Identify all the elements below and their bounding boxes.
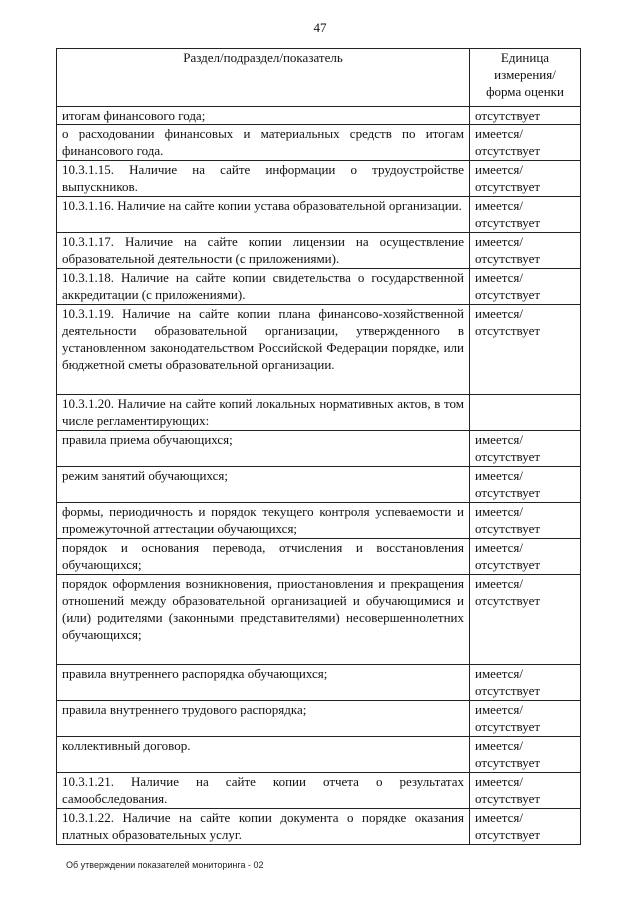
unit-cell: имеется/ отсутствует: [470, 197, 581, 233]
unit-cell: имеется/ отсутствует: [470, 701, 581, 737]
table-row: [57, 737, 581, 773]
unit-cell: отсутствует: [470, 107, 581, 125]
indicator-cell: правила внутреннего трудового распорядка;: [57, 701, 470, 737]
indicators-table: [56, 48, 581, 845]
table-row: [57, 125, 581, 161]
unit-cell: имеется/ отсутствует: [470, 431, 581, 467]
unit-cell: имеется/ отсутствует: [470, 467, 581, 503]
indicator-cell: коллективный договор.: [57, 737, 470, 773]
header-unit: Единица измерения/ форма оценки: [470, 49, 581, 107]
unit-cell: имеется/ отсутствует: [470, 233, 581, 269]
table-row: [57, 809, 581, 845]
table-row: [57, 575, 581, 665]
table-row: [57, 431, 581, 467]
table-row: [57, 197, 581, 233]
table-row: [57, 467, 581, 503]
table-row: [57, 701, 581, 737]
unit-cell: имеется/ отсутствует: [470, 305, 581, 395]
page-number: 47: [313, 20, 327, 35]
unit-cell: имеется/ отсутствует: [470, 161, 581, 197]
table-row: [57, 665, 581, 701]
indicator-cell: порядок оформления возникновения, приостановления и прекращения отношений между образовательной организацией и обучающимися и (или) родителями (законными представителями) несовершеннолетних обучающихся;: [57, 575, 470, 665]
table-row: [57, 269, 581, 305]
unit-cell: имеется/ отсутствует: [470, 125, 581, 161]
table-row: [57, 305, 581, 395]
unit-cell: имеется/ отсутствует: [470, 269, 581, 305]
indicator-cell: правила приема обучающихся;: [57, 431, 470, 467]
footer-text: Об утверждении показателей мониторинга - 02: [66, 860, 264, 870]
header-section: Раздел/подраздел/показатель: [57, 49, 470, 107]
table-row: [57, 539, 581, 575]
table-row: [57, 395, 581, 431]
table-row: [57, 107, 581, 125]
unit-cell: [470, 395, 581, 431]
unit-cell: имеется/ отсутствует: [470, 665, 581, 701]
indicator-cell: 10.3.1.16. Наличие на сайте копии устава образовательной организации.: [57, 197, 470, 233]
table-row: [57, 503, 581, 539]
indicator-cell: правила внутреннего распорядка обучающихся;: [57, 665, 470, 701]
indicator-cell: 10.3.1.20. Наличие на сайте копий локальных нормативных актов, в том числе регламентирующих:: [57, 395, 470, 431]
unit-cell: имеется/ отсутствует: [470, 575, 581, 665]
indicator-cell: 10.3.1.19. Наличие на сайте копии плана финансово-хозяйственной деятельности образовательной организации, утвержденного в установленном законодательством Российской Федерации порядке, или бюджетной сметы образовательной организации.: [57, 305, 470, 395]
indicator-cell: формы, периодичность и порядок текущего контроля успеваемости и промежуточной аттестации обучающихся;: [57, 503, 470, 539]
table-row: [57, 233, 581, 269]
indicator-cell: 10.3.1.22. Наличие на сайте копии документа о порядке оказания платных образовательных услуг.: [57, 809, 470, 845]
indicator-cell: о расходовании финансовых и материальных средств по итогам финансового года.: [57, 125, 470, 161]
unit-cell: имеется/ отсутствует: [470, 539, 581, 575]
table-row: [57, 773, 581, 809]
unit-cell: имеется/ отсутствует: [470, 773, 581, 809]
unit-cell: имеется/ отсутствует: [470, 809, 581, 845]
indicator-cell: 10.3.1.15. Наличие на сайте информации о трудоустройстве выпускников.: [57, 161, 470, 197]
table-header-row: [57, 49, 581, 107]
indicator-cell: итогам финансового года;: [57, 107, 470, 125]
table-row: [57, 161, 581, 197]
indicator-cell: 10.3.1.17. Наличие на сайте копии лицензии на осуществление образовательной деятельности (с приложениями).: [57, 233, 470, 269]
indicator-cell: 10.3.1.21. Наличие на сайте копии отчета о результатах самообследования.: [57, 773, 470, 809]
indicator-cell: порядок и основания перевода, отчисления и восстановления обучающихся;: [57, 539, 470, 575]
unit-cell: имеется/ отсутствует: [470, 503, 581, 539]
indicator-cell: режим занятий обучающихся;: [57, 467, 470, 503]
unit-cell: имеется/ отсутствует: [470, 737, 581, 773]
indicator-cell: 10.3.1.18. Наличие на сайте копии свидетельства о государственной аккредитации (с приложениями).: [57, 269, 470, 305]
